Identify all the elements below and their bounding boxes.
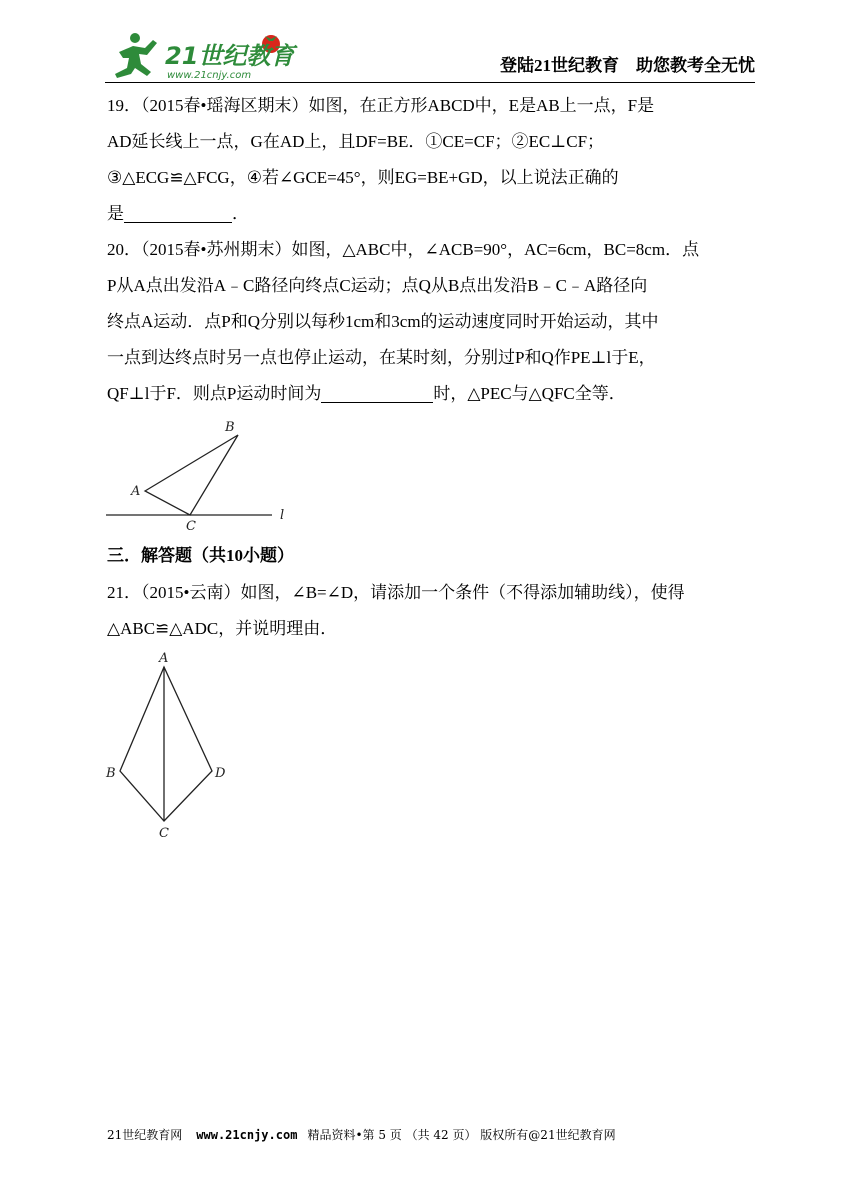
question-20-line-2: P从A点出发沿A﹣C路径向终点C运动；点Q从B点出发沿B﹣C﹣A路径向 bbox=[107, 276, 648, 295]
question-20-figure bbox=[100, 415, 300, 535]
label-a: A bbox=[131, 484, 141, 499]
question-20 bbox=[107, 232, 757, 412]
question-19-answer-suffix: ． bbox=[232, 204, 249, 223]
question-21-line-1: 21．（2015•云南）如图，∠B=∠D，请添加一个条件（不得添加辅助线），使得 bbox=[107, 583, 685, 602]
question-20-answer-prefix: QF⊥l于F．则点P运动时间为 bbox=[107, 384, 322, 403]
label-a: A bbox=[159, 651, 169, 666]
question-21-figure bbox=[100, 645, 240, 845]
runner-icon bbox=[115, 33, 157, 78]
page-footer bbox=[107, 1126, 757, 1143]
footer-site-link[interactable]: www.21cnjy.com bbox=[196, 1128, 298, 1142]
header-slogan: 登陆21世纪教育 助您教考全无忧 bbox=[500, 56, 755, 75]
question-20-line-3: 终点A运动．点P和Q分别以每秒1cm和3cm的运动速度同时开始运动，其中 bbox=[107, 312, 659, 331]
question-19-line-4 bbox=[107, 196, 757, 232]
logo-text: 21世纪教育 bbox=[165, 42, 295, 70]
label-c: C bbox=[159, 826, 169, 841]
question-19-line-2: AD延长线上一点，G在AD上，且DF=BE．①CE=CF；②EC⊥CF； bbox=[107, 132, 605, 151]
header-divider bbox=[105, 82, 755, 83]
label-c: C bbox=[186, 519, 196, 534]
question-21-line-2: △ABC≌△ADC，并说明理由． bbox=[107, 619, 338, 638]
quadrilateral-abcd bbox=[120, 667, 212, 821]
question-19-answer-blank[interactable] bbox=[124, 202, 232, 223]
question-20-line-5 bbox=[107, 376, 757, 412]
label-d: D bbox=[215, 766, 226, 781]
question-20-line-4: 一点到达终点时另一点也停止运动，在某时刻，分别过P和Q作PE⊥l于E， bbox=[107, 348, 656, 367]
footer-info: 精品资料•第 5 页 （共 42 页） 版权所有@21世纪教育网 bbox=[307, 1128, 616, 1142]
question-21 bbox=[107, 575, 757, 647]
label-b: B bbox=[225, 420, 235, 435]
question-19-answer-prefix: 是 bbox=[107, 204, 124, 223]
question-19-line-3: ③△ECG≌△FCG，④若∠GCE=45°，则EG=BE+GD，以上说法正确的 bbox=[107, 168, 619, 187]
question-20-line-1: 20．（2015春•苏州期末）如图，△ABC中，∠ACB=90°，AC=6cm，BC=8cm．点 bbox=[107, 240, 700, 259]
label-l: l bbox=[280, 508, 285, 523]
footer-brand: 21世纪教育网 bbox=[107, 1128, 183, 1142]
logo-url: www.21cnjy.com bbox=[167, 70, 252, 81]
question-20-answer-suffix: 时，△PEC与△QFC全等． bbox=[433, 384, 626, 403]
question-20-answer-blank[interactable] bbox=[321, 382, 433, 403]
question-19-line-1: 19．（2015春•瑶海区期末）如图，在正方形ABCD中，E是AB上一点，F是 bbox=[107, 96, 655, 115]
site-logo bbox=[105, 28, 305, 82]
section-3-title: 三．解答题（共10小题） bbox=[107, 546, 294, 565]
question-19 bbox=[107, 88, 757, 232]
triangle-abc bbox=[145, 435, 238, 515]
page-header bbox=[105, 28, 755, 82]
label-b: B bbox=[106, 766, 116, 781]
